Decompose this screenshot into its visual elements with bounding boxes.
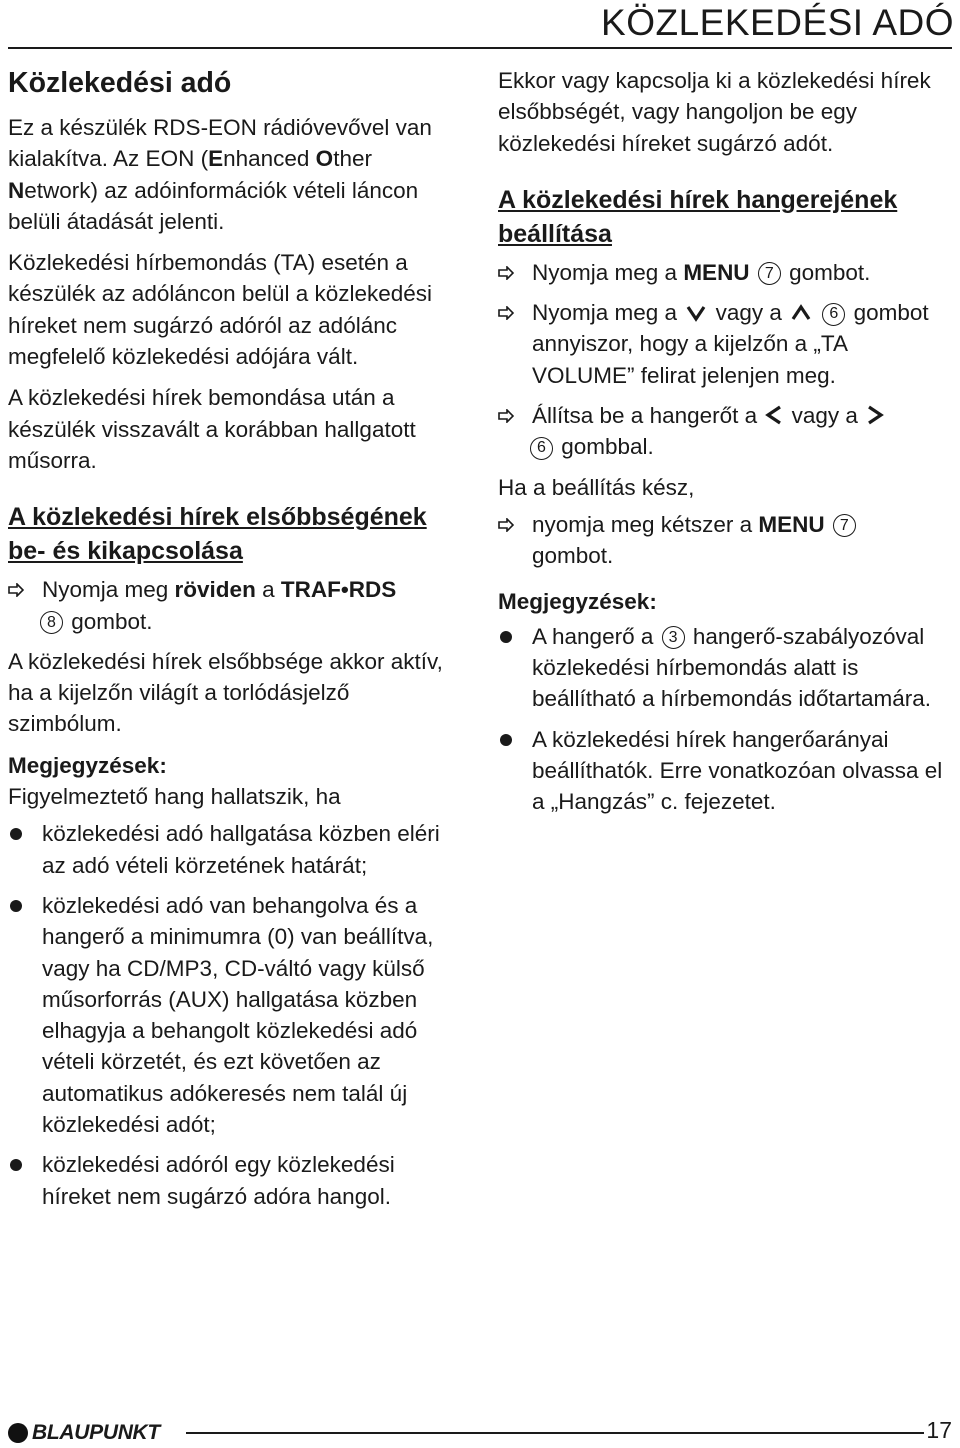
- done-paragraph: Ha a beállítás kész,: [498, 474, 695, 500]
- priority-heading: A közlekedési hírek elsőbbségének be- és kikapcsolása: [8, 503, 427, 566]
- step-arrow-icon: [498, 409, 514, 423]
- brand-name: BLAUPUNKT: [32, 1421, 160, 1444]
- priority-active-paragraph: A közlekedési hírek elsőbbsége akkor aktív, ha a kijelzőn világít a torlódásjelző szimbólum.: [8, 648, 443, 737]
- header-rule: [8, 47, 952, 49]
- step-arrow-icon: [498, 266, 514, 280]
- chevron-up-icon: [790, 304, 812, 322]
- right-column: [498, 58, 954, 827]
- bullet-dot-icon: [500, 631, 512, 643]
- page-header-title: KÖZLEKEDÉSI ADÓ: [601, 2, 954, 43]
- footer-rule: [186, 1432, 924, 1434]
- list-item: A hangerő a 3 hangerő-szabályozóval közlekedési hírbemondás alatt is beállítható a hírbemondás időtartamára.: [498, 621, 954, 715]
- list-item: közlekedési adóról egy közlekedési híreket nem sugárzó adóra hangol.: [8, 1149, 468, 1212]
- bullet-dot-icon: [500, 734, 512, 746]
- bullet-dot-icon: [10, 828, 22, 840]
- step-arrow-icon: [498, 518, 514, 532]
- notes-heading: Megjegyzések:: [498, 588, 657, 614]
- section-title: Közlekedési adó: [8, 67, 232, 99]
- chevron-down-icon: [685, 304, 707, 322]
- list-item: közlekedési adó hallgatása közben eléri az adó vételi körzetének határát;: [8, 818, 468, 881]
- left-column: [8, 58, 468, 1221]
- chevron-left-icon: [765, 405, 783, 425]
- chevron-right-icon: [866, 405, 884, 425]
- step-menu: Nyomja meg a MENU 7 gombot.: [498, 257, 954, 288]
- intro-paragraph: Ez a készülék RDS-EON rádióvevővel van kialakítva. Az EON (Enhanced Other Network) az adóinformációk vételi láncon belüli átadását jelenti.: [8, 115, 432, 234]
- button-number-badge: 7: [833, 514, 856, 537]
- step-traf-rds: Nyomja meg röviden a TRAF•RDS 8 gombot.: [8, 574, 468, 637]
- step-up-down: Nyomja meg a vagy a 6 gombot annyiszor, hogy a kijelzőn a „TA VOLUME” felirat jelenjen meg.: [498, 297, 954, 391]
- step-arrow-icon: [498, 306, 514, 320]
- button-number-badge: 6: [822, 303, 845, 326]
- notes-heading: Megjegyzések:: [8, 752, 167, 778]
- notes-intro: Figyelmeztető hang hallatszik, ha: [8, 784, 341, 810]
- brand-logo: [8, 1420, 160, 1446]
- return-paragraph: A közlekedési hírek bemondása után a készülék visszavált a korábban hallgatott műsorra.: [8, 385, 416, 473]
- logo-mark-icon: [8, 1423, 28, 1443]
- volume-heading: A közlekedési hírek hangerejének beállítása: [498, 185, 898, 248]
- bullet-dot-icon: [10, 1159, 22, 1171]
- disable-paragraph: Ekkor vagy kapcsolja ki a közlekedési hírek elsőbbségét, vagy hangoljon be egy közlekedési híreket sugárzó adót.: [498, 68, 931, 156]
- button-number-badge: 7: [758, 262, 781, 285]
- button-number-badge: 3: [662, 626, 685, 649]
- step-left-right: Állítsa be a hangerőt a vagy a 6 gombbal.: [498, 400, 954, 463]
- list-item: A közlekedési hírek hangerőarányai beállíthatók. Erre vonatkozóan olvassa el a „Hangzás” c. fejezetet.: [498, 724, 954, 818]
- page-number: 17: [926, 1417, 952, 1443]
- button-number-badge: 8: [40, 611, 63, 634]
- bullet-dot-icon: [10, 900, 22, 912]
- ta-paragraph: Közlekedési hírbemondás (TA) esetén a készülék az adóláncon belül a közlekedési híreket nem sugárzó adóról az adólánc megfelelő közlekedési adójára vált.: [8, 250, 433, 370]
- list-item: közlekedési adó van behangolva és a hangerő a minimumra (0) van beállítva, vagy ha CD/MP3, CD-váltó vagy külső műsorforrás (AUX) hallgatása közben elhagyja a behangolt közlekedési adó vételi körzetét, és ezt követően az automatikus adókeresés nem talál új közlekedési adót;: [8, 890, 468, 1140]
- button-number-badge: 6: [530, 437, 553, 460]
- step-menu-twice: nyomja meg kétszer a MENU 7 gombot.: [498, 509, 954, 572]
- step-arrow-icon: [8, 583, 24, 597]
